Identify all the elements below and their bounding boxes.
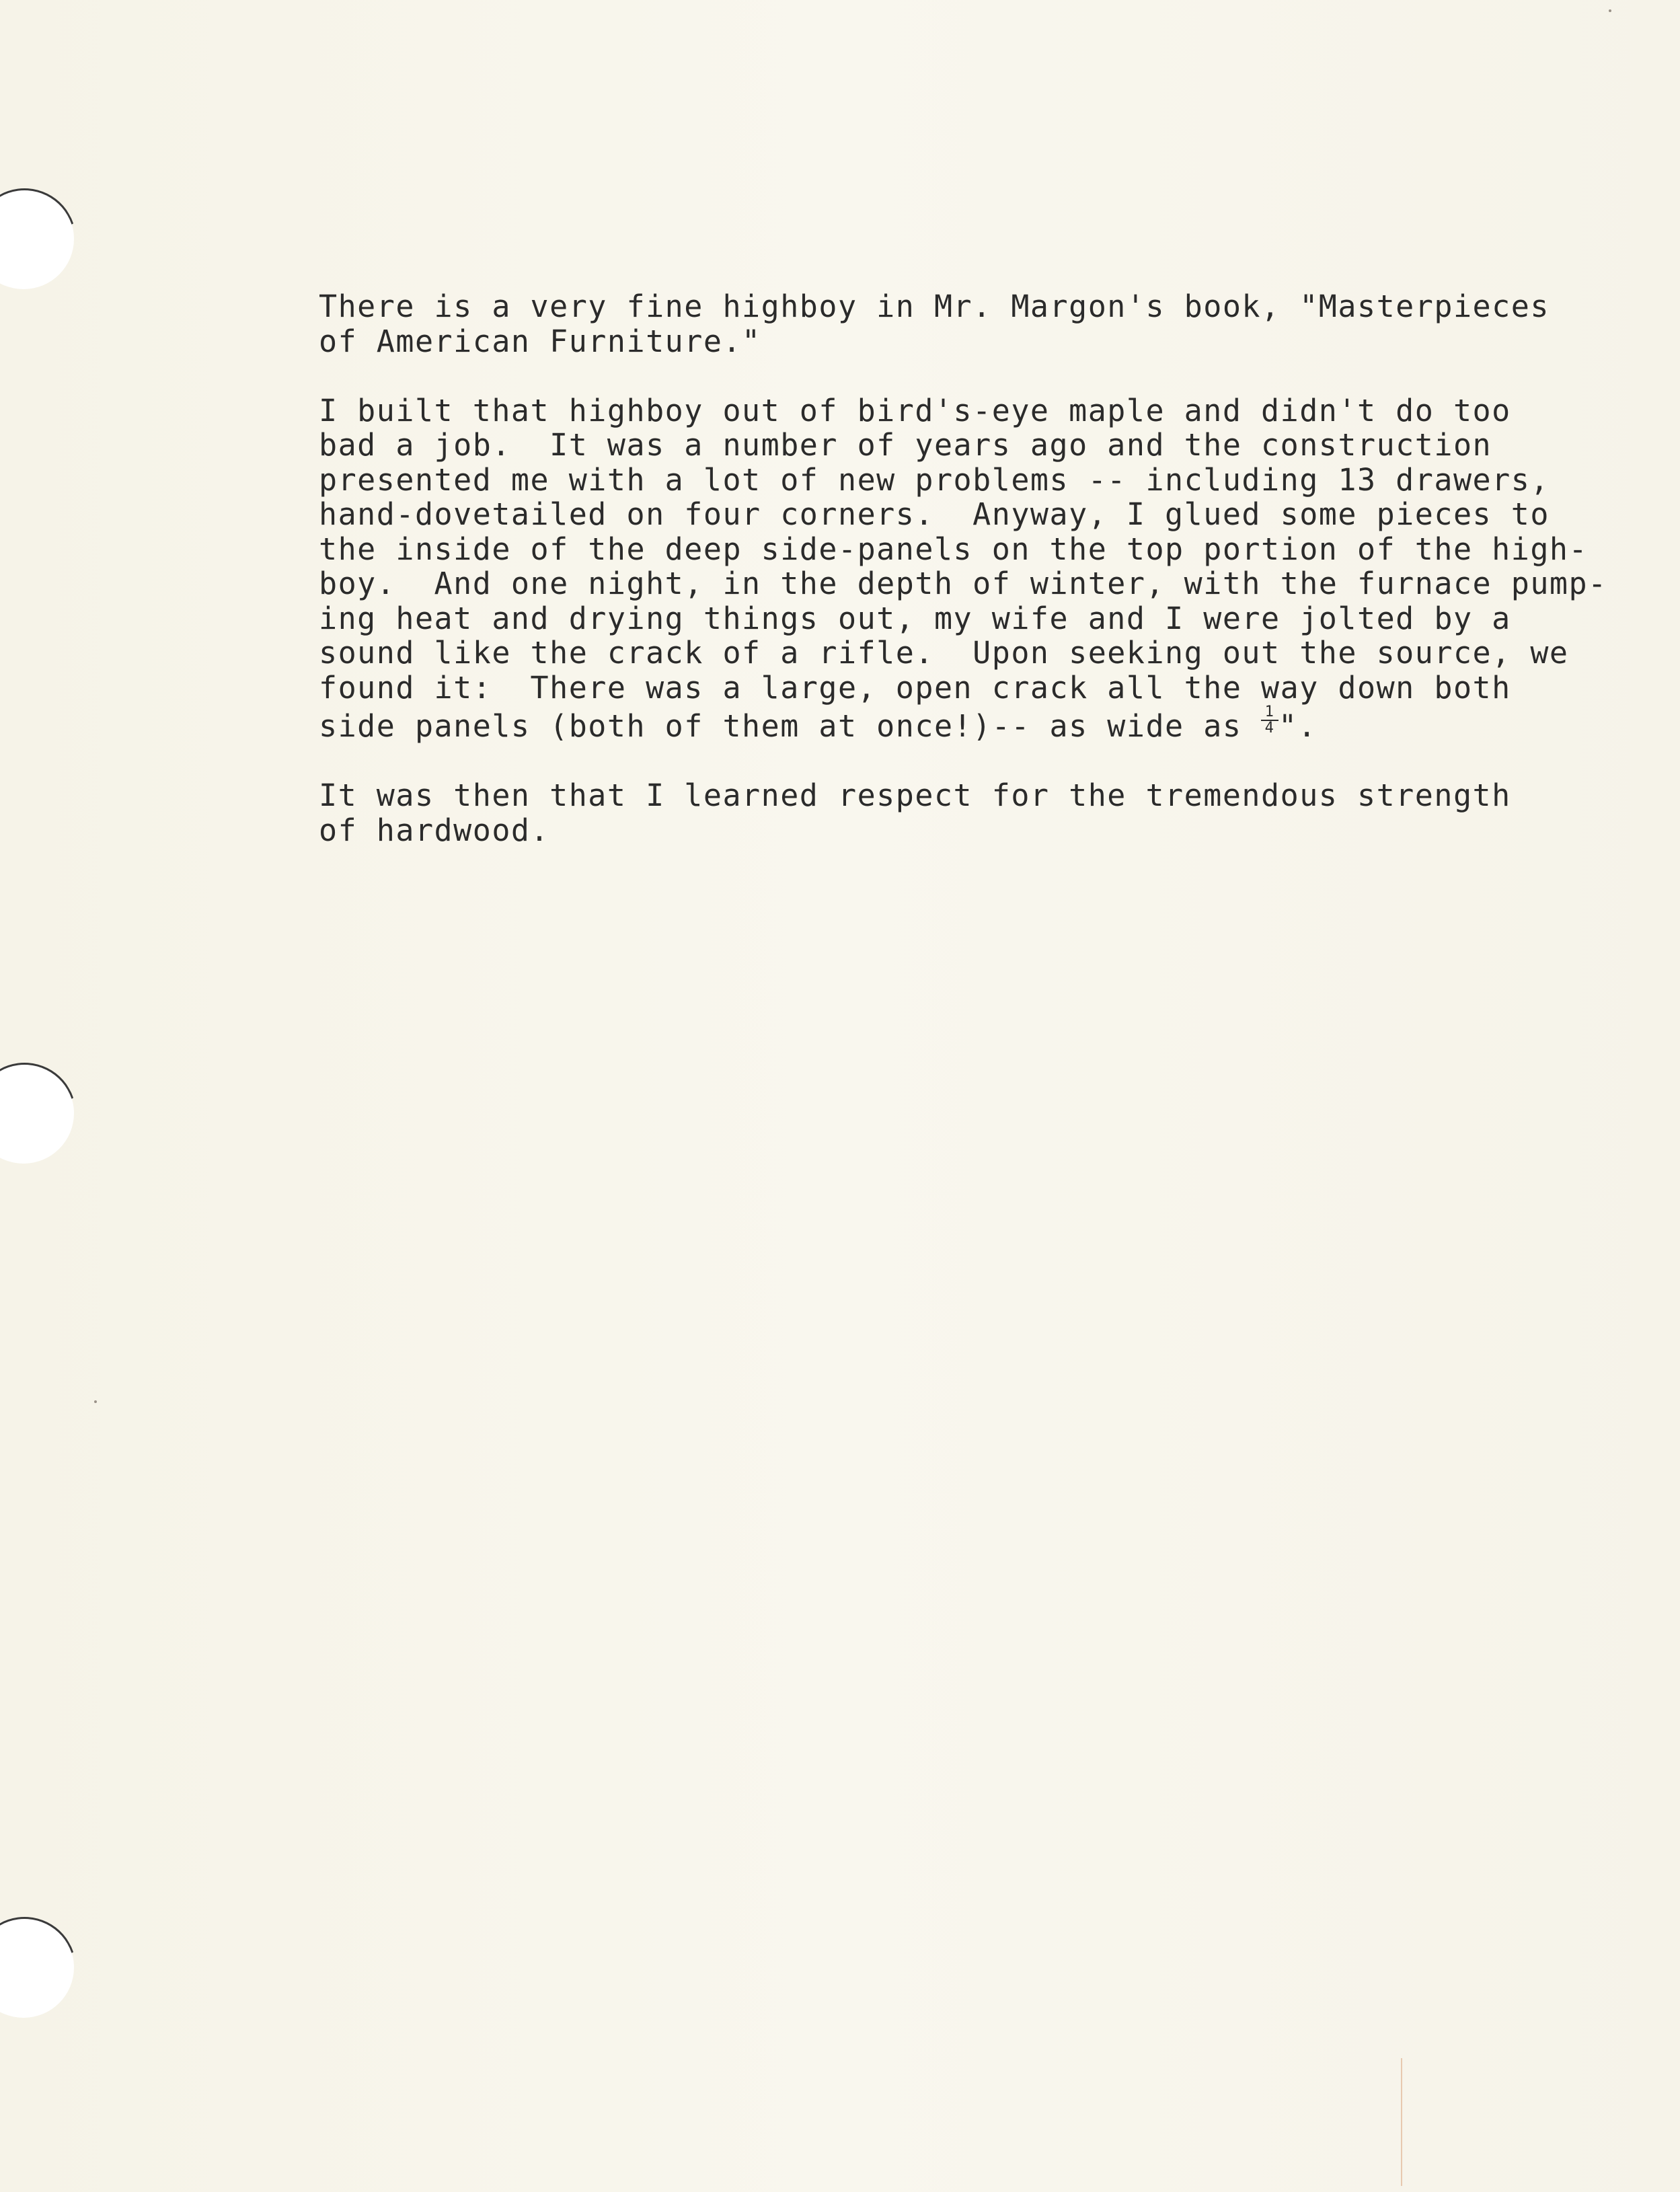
paragraph-conclusion (319, 778, 1511, 848)
text-line: the inside of the deep side-panels on the top portion of the high- (319, 531, 1589, 567)
fraction-denominator: 4 (1264, 720, 1275, 736)
fraction-numerator: 1 (1261, 705, 1278, 721)
text-line-with-fraction (319, 705, 1476, 744)
punch-hole-top (0, 188, 74, 289)
text-line: It was then that I learned respect for the tremendous strength (319, 778, 1511, 813)
text-fragment: side panels (both of them at once!)-- as wide as (319, 708, 1262, 744)
text-line: hand-dovetailed on four corners. Anyway, I glued some pieces to (319, 496, 1550, 532)
text-line: found it: There was a large, open crack all the way down both (319, 669, 1511, 706)
text-line: ing heat and drying things out, my wife and I were jolted by a (319, 600, 1511, 636)
typed-text-body (319, 289, 1607, 882)
fraction-one-quarter (1261, 705, 1278, 736)
paper-edge-mark (1401, 2058, 1402, 2186)
text-line: boy. And one night, in the depth of winter, with the furnace pump- (319, 566, 1607, 601)
punch-hole-middle (0, 1063, 74, 1164)
paragraph-building-story (319, 392, 1607, 744)
text-line: of American Furniture." (319, 323, 761, 359)
paragraph-highboy-book (319, 289, 1550, 359)
text-line: sound like the crack of a rifle. Upon seeking out the source, we (319, 635, 1569, 671)
text-fragment: ". (1278, 708, 1318, 744)
text-line: There is a very fine highboy in Mr. Margon's book, "Masterpieces (319, 289, 1550, 324)
paper-speck (94, 1400, 97, 1403)
paper-speck (1609, 9, 1611, 12)
text-line: of hardwood. (319, 812, 550, 848)
text-line: bad a job. It was a number of years ago and the construction (319, 427, 1492, 463)
text-line: presented me with a lot of new problems -- including 13 drawers, (319, 461, 1550, 498)
text-line: I built that highboy out of bird's-eye maple and didn't do too (319, 392, 1511, 428)
punch-hole-bottom (0, 1917, 74, 2018)
